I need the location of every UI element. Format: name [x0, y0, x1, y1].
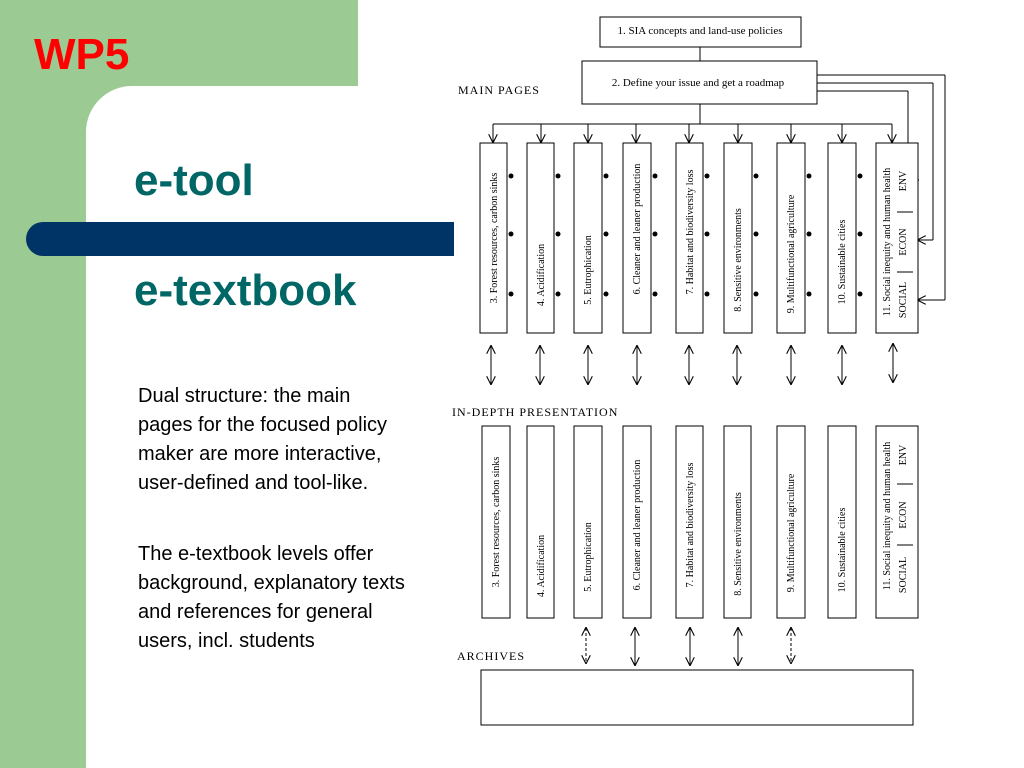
main-page-column	[828, 124, 863, 333]
archives-box	[481, 670, 913, 725]
main-page-column	[876, 124, 918, 333]
dimension-label-econ: ECON	[898, 228, 909, 256]
main-page-label: 8. Sensitive environments	[733, 208, 744, 312]
in-depth-column	[527, 426, 554, 618]
in-depth-column	[876, 426, 918, 618]
main-page-label: 3. Forest resources, carbon sinks	[489, 172, 500, 304]
in-depth-label: 9. Multifunctional agriculture	[786, 473, 797, 593]
in-depth-column	[482, 426, 510, 618]
in-depth-label: 6. Cleaner and leaner production	[632, 459, 643, 591]
in-depth-column	[724, 426, 751, 618]
bullet-dot	[509, 292, 514, 297]
bullet-dot	[509, 174, 514, 179]
main-page-column	[724, 124, 759, 333]
in-depth-column	[623, 426, 651, 618]
box-sia-concepts-label: 1. SIA concepts and land-use policies	[617, 25, 783, 37]
dimension-label-social: SOCIAL	[898, 281, 909, 319]
bullet-dot	[556, 174, 561, 179]
bullet-dot	[754, 292, 759, 297]
bullet-dot	[604, 232, 609, 237]
bullet-dot	[858, 174, 863, 179]
main-page-column	[574, 124, 609, 333]
bullet-dot	[556, 292, 561, 297]
label-main-pages: MAIN PAGES	[458, 83, 540, 97]
bullet-dot	[858, 292, 863, 297]
dimension-label-econ: ECON	[898, 501, 909, 529]
main-page-label: 11. Social inequity and human health	[882, 167, 893, 317]
in-depth-label: 4. Acidification	[536, 534, 547, 598]
main-page-column	[480, 124, 514, 333]
main-page-column	[676, 124, 710, 333]
wp5-label: WP5	[34, 30, 130, 79]
in-depth-column	[777, 426, 805, 618]
bullet-dot	[556, 232, 561, 237]
in-depth-column	[574, 426, 602, 618]
bullet-dot	[653, 232, 658, 237]
in-depth-label: 5. Eutrophication	[583, 522, 594, 592]
main-page-column	[777, 124, 812, 333]
in-depth-label: 10. Sustainable cities	[837, 507, 848, 593]
title-e-textbook: e-textbook	[134, 266, 357, 315]
dimension-label-env: ENV	[898, 444, 909, 466]
in-depth-label: 11. Social inequity and human health	[882, 441, 893, 591]
box-define-issue-label: 2. Define your issue and get a roadmap	[611, 77, 785, 89]
bullet-dot	[705, 174, 710, 179]
bullet-dot	[807, 232, 812, 237]
bullet-dot	[509, 232, 514, 237]
bullet-dot	[604, 292, 609, 297]
main-page-label: 6. Cleaner and leaner production	[632, 163, 643, 295]
main-page-label: 4. Acidification	[536, 243, 547, 307]
main-page-column	[623, 124, 658, 333]
description-paragraph-1: Dual structure: the main pages for the focused policy maker are more interactive, user-defined and tool-like.	[138, 385, 388, 494]
in-depth-label: 7. Habitat and biodiversity loss	[685, 462, 696, 588]
dimension-label-social: SOCIAL	[898, 556, 909, 594]
bullet-dot	[705, 232, 710, 237]
main-page-label: 7. Habitat and biodiversity loss	[685, 169, 696, 295]
in-depth-label: 3. Forest resources, carbon sinks	[491, 456, 502, 588]
bullet-dot	[858, 232, 863, 237]
title-e-tool: e-tool	[134, 156, 254, 205]
bullet-dot	[653, 292, 658, 297]
bullet-dot	[754, 174, 759, 179]
bullet-dot	[604, 174, 609, 179]
description-paragraph-2: The e-textbook levels offer background, explanatory texts and references for general users, incl. students	[138, 543, 405, 652]
label-archives: ARCHIVES	[457, 649, 526, 663]
bullet-dot	[807, 174, 812, 179]
in-depth-column	[828, 426, 856, 618]
in-depth-label: 8. Sensitive environments	[733, 492, 744, 596]
bullet-dot	[653, 174, 658, 179]
main-page-column	[527, 124, 561, 333]
bullet-dot	[807, 292, 812, 297]
in-depth-column	[676, 426, 703, 618]
main-page-label: 10. Sustainable cities	[837, 219, 848, 305]
bullet-dot	[754, 232, 759, 237]
dimension-label-env: ENV	[898, 170, 909, 192]
label-in-depth-presentation: IN-DEPTH PRESENTATION	[452, 405, 619, 419]
main-page-label: 5. Eutrophication	[583, 235, 594, 305]
main-page-label: 9. Multifunctional agriculture	[786, 194, 797, 314]
bullet-dot	[705, 292, 710, 297]
